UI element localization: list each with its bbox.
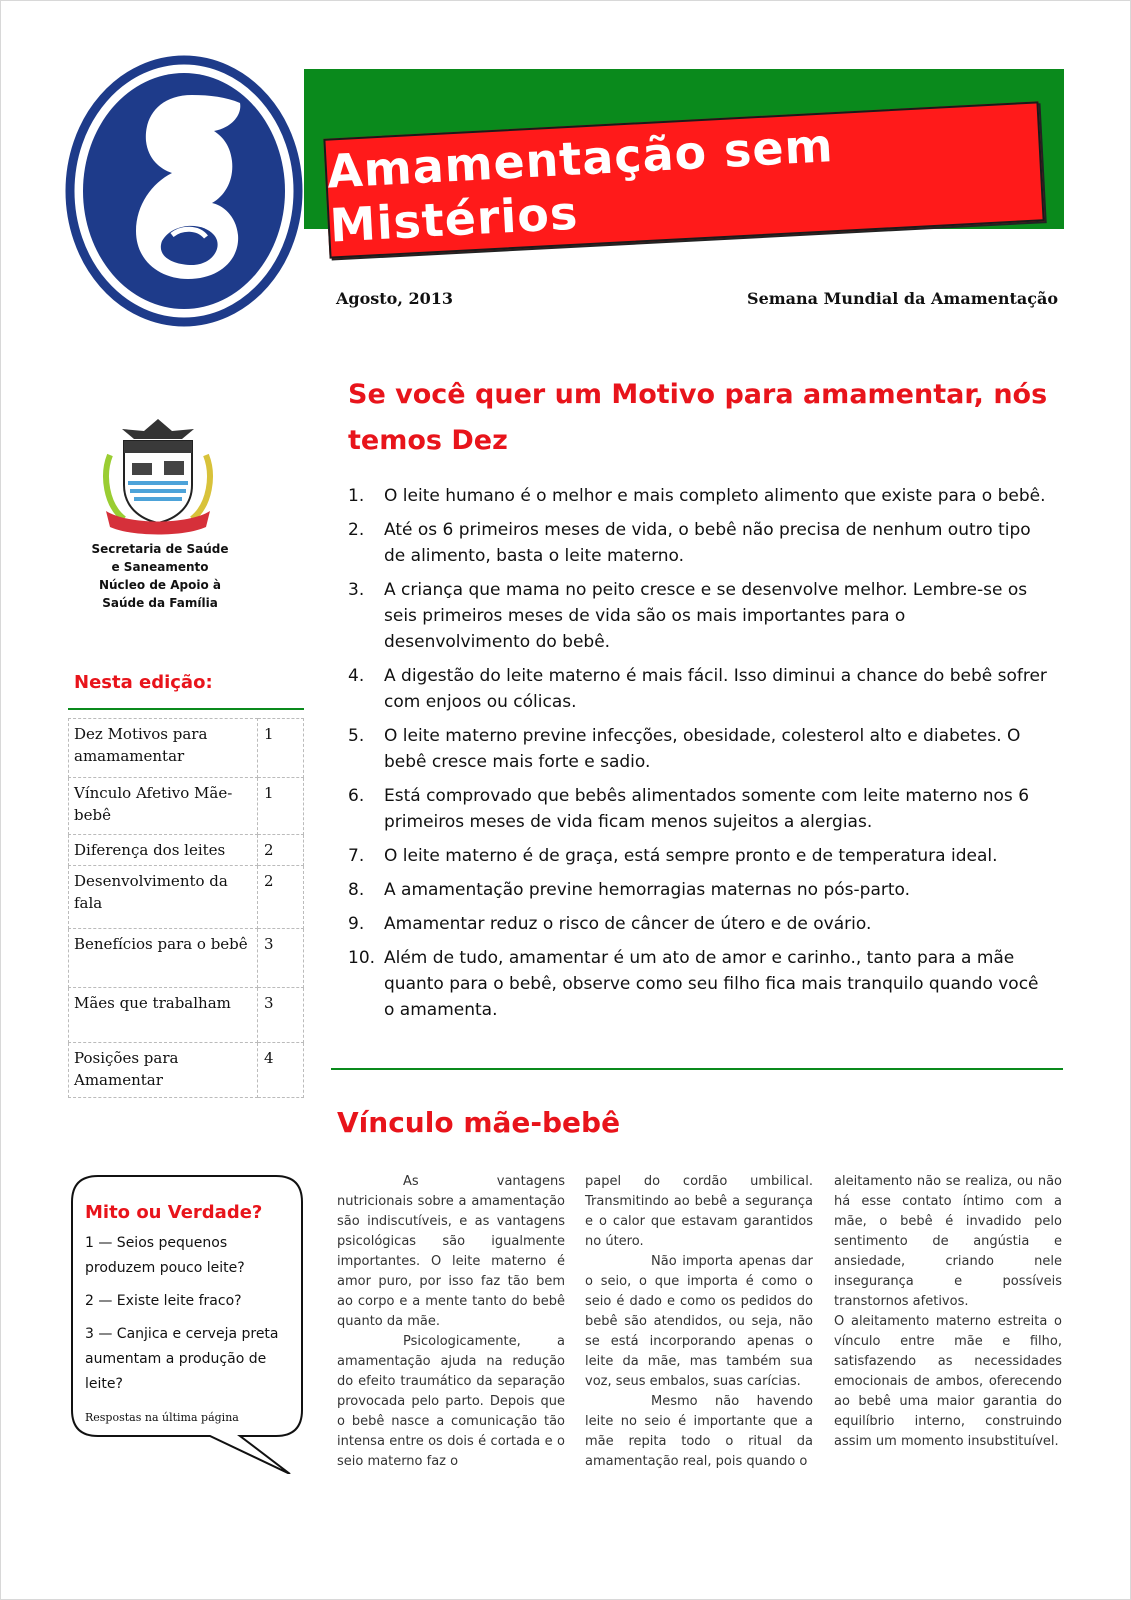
toc-item-title: Benefícios para o bebê — [69, 929, 258, 988]
toc-title: Nesta edição: — [74, 672, 213, 693]
item-number: 3. — [348, 580, 365, 600]
toc-row[interactable] — [69, 719, 304, 778]
list-item — [348, 723, 1054, 775]
paragraph: papel do cordão umbilical. Transmitindo ao bebê a segurança e o calor que estavam garantidos no útero. — [585, 1174, 813, 1249]
list-item — [348, 483, 1054, 509]
toc-row[interactable] — [69, 988, 304, 1043]
myth-answers-note: Respostas na última página — [85, 1411, 239, 1424]
article-column-3 — [834, 1172, 1062, 1452]
item-number: 1. — [348, 486, 365, 506]
item-number: 7. — [348, 846, 365, 866]
myth-question: 3 — Canjica e cerveja preta aumentam a produção de leite? — [85, 1326, 279, 1392]
paragraph: Psicologicamente, a amamentação ajuda na redução do efeito traumático da separação provocada pelo parto. Depois que o bebê nasce a comunicação tão intensa entre os dois é cortada e o seio materno faz o — [337, 1334, 565, 1469]
toc-row[interactable] — [69, 866, 304, 929]
toc-item-title: Dez Motivos para amamamentar — [69, 719, 258, 778]
paragraph: Não importa apenas dar o seio, o que importa é como o seio é dado e como os pedidos do bebê são atendidos, ou seja, não se está incorporando apenas o leite da mãe, mas também sua voz, seus embalos, suas carícias. — [585, 1254, 813, 1389]
toc-item-page: 2 — [258, 866, 304, 929]
municipal-crest — [88, 415, 228, 545]
item-text: Até os 6 primeiros meses de vida, o bebê não precisa de nenhum outro tipo de alimento, basta o leite materno. — [384, 520, 1031, 566]
toc-item-title: Vínculo Afetivo Mãe-bebê — [69, 778, 258, 835]
issue-info — [336, 289, 1058, 308]
newsletter-title: Amamentação sem Mistérios — [325, 118, 835, 253]
toc-item-page: 1 — [258, 719, 304, 778]
toc-item-title: Diferença dos leites — [69, 835, 258, 866]
organization-block — [76, 540, 244, 612]
issue-event: Semana Mundial da Amamentação — [747, 289, 1058, 308]
article-column-2 — [585, 1172, 813, 1472]
paragraph: aleitamento não se realiza, ou não há esse contato íntimo com a mãe, o bebê é invadido pelo sentimento de angústia e ansiedade, criando nele insegurança e possíveis transtornos afetivos. — [834, 1174, 1062, 1309]
toc-item-title: Desenvolvimento da fala — [69, 866, 258, 929]
item-number: 9. — [348, 914, 365, 934]
reasons-heading: Se você quer um Motivo para amamentar, nós temos Dez — [348, 379, 1048, 456]
item-number: 10. — [348, 948, 376, 968]
item-text: O leite materno é de graça, está sempre pronto e de temperatura ideal. — [384, 846, 998, 866]
paragraph: As vantagens nutricionais sobre a amamentação são indiscutíveis, e as vantagens psicológicas são igualmente importantes. O leite materno é amor puro, por isso faz tão bem ao corpo e a mente tanto do bebê quanto da mãe. — [337, 1174, 565, 1329]
myth-question: 2 — Existe leite fraco? — [85, 1293, 242, 1309]
list-item — [348, 517, 1054, 569]
myth-or-truth-box — [85, 1200, 295, 1430]
bond-heading: Vínculo mãe-bebê — [337, 1106, 621, 1139]
toc-row[interactable] — [69, 1043, 304, 1098]
item-text: A criança que mama no peito cresce e se desenvolve melhor. Lembre-se os seis primeiros meses de vida são os mais importantes para o desenvolvimento do bebê. — [384, 580, 1028, 652]
myth-question: 1 — Seios pequenos produzem pouco leite? — [85, 1235, 245, 1276]
toc-divider — [68, 708, 304, 710]
item-number: 8. — [348, 880, 365, 900]
toc-row[interactable] — [69, 835, 304, 866]
toc-item-page: 4 — [258, 1043, 304, 1098]
item-number: 5. — [348, 726, 365, 746]
org-line: Secretaria de Saúde — [91, 542, 229, 556]
item-text: A digestão do leite materno é mais fácil. Isso diminui a chance do bebê sofrer com enjoos ou cólicas. — [384, 666, 1047, 712]
item-text: Amamentar reduz o risco de câncer de útero e de ovário. — [384, 914, 872, 934]
item-number: 6. — [348, 786, 365, 806]
item-text: A amamentação previne hemorragias maternas no pós-parto. — [384, 880, 911, 900]
list-item — [348, 877, 1054, 903]
list-item — [348, 663, 1054, 715]
item-text: O leite humano é o melhor e mais completo alimento que existe para o bebê. — [384, 486, 1046, 506]
item-text: Além de tudo, amamentar é um ato de amor e carinho., tanto para a mãe quanto para o bebê, observe como seu filho fica mais tranquilo quando você o amamenta. — [384, 948, 1039, 1020]
section-divider — [331, 1068, 1063, 1070]
item-number: 2. — [348, 520, 365, 540]
list-item — [348, 783, 1054, 835]
paragraph: O aleitamento materno estreita o vínculo entre mãe e filho, satisfazendo as necessidades emocionais de ambos, oferecendo ao bebê uma maior garantia do equilíbrio interno, construindo assim um momento insubstituível. — [834, 1314, 1062, 1449]
org-line: Saúde da Família — [102, 596, 218, 610]
toc-row[interactable] — [69, 778, 304, 835]
list-item — [348, 843, 1054, 869]
list-item — [348, 911, 1054, 937]
toc-item-page: 2 — [258, 835, 304, 866]
myth-title: Mito ou Verdade? — [85, 1202, 263, 1223]
list-item — [348, 945, 1054, 1023]
toc-item-page: 1 — [258, 778, 304, 835]
toc-table — [68, 718, 304, 1098]
org-line: e Saneamento — [111, 560, 209, 574]
article-column-1 — [337, 1172, 565, 1472]
breastfeeding-logo — [64, 55, 304, 328]
toc-item-title: Mães que trabalham — [69, 988, 258, 1043]
paragraph: Mesmo não havendo leite no seio é importante que a mãe repita todo o ritual da amamentação real, pois quando o — [585, 1394, 813, 1469]
toc-item-page: 3 — [258, 988, 304, 1043]
toc-row[interactable] — [69, 929, 304, 988]
list-item — [348, 577, 1054, 655]
org-line: Núcleo de Apoio à — [98, 578, 222, 592]
reasons-list — [348, 483, 1054, 1031]
issue-date: Agosto, 2013 — [336, 289, 454, 308]
toc-item-page: 3 — [258, 929, 304, 988]
item-text: Está comprovado que bebês alimentados somente com leite materno nos 6 primeiros meses de vida ficam menos sujeitos a alergias. — [384, 786, 1030, 832]
item-number: 4. — [348, 666, 365, 686]
item-text: O leite materno previne infecções, obesidade, colesterol alto e diabetes. O bebê cresce mais forte e sadio. — [384, 726, 1021, 772]
toc-item-title: Posições para Amamentar — [69, 1043, 258, 1098]
